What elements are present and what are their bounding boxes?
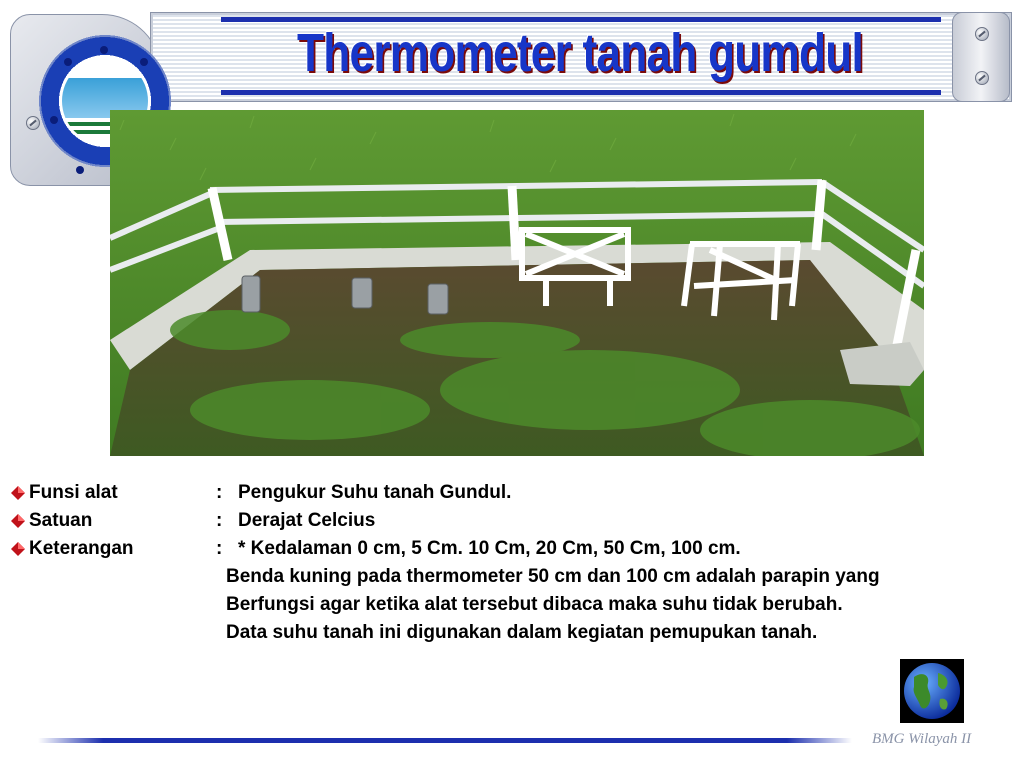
continuation-line xyxy=(6,622,1016,650)
list-item xyxy=(6,482,1016,510)
globe-illustration xyxy=(900,659,964,723)
screw-icon xyxy=(975,71,989,85)
header-right-cap xyxy=(952,12,1010,102)
soil-thermometer-photo xyxy=(110,110,924,456)
footer-line xyxy=(38,738,852,743)
continuation-text: Berfungsi agar ketika alat tersebut dibaca maka suhu tidak berubah. xyxy=(226,594,843,615)
logo-dot xyxy=(140,58,148,66)
item-colon: : xyxy=(216,482,223,503)
item-label: Funsi alat xyxy=(29,482,118,503)
footer-text: BMG Wilayah II xyxy=(872,731,972,747)
continuation-line xyxy=(6,566,1016,594)
item-value: * Kedalaman 0 cm, 5 Cm. 10 Cm, 20 Cm, 50 Cm, 100 cm. xyxy=(238,538,741,559)
logo-dot xyxy=(50,116,58,124)
photo-illustration xyxy=(110,110,924,456)
info-list xyxy=(6,482,1016,650)
continuation-line xyxy=(6,594,1016,622)
item-value: Pengukur Suhu tanah Gundul. xyxy=(238,482,512,503)
list-item xyxy=(6,538,1016,566)
item-colon: : xyxy=(216,538,223,559)
item-colon: : xyxy=(216,510,223,531)
item-label: Keterangan xyxy=(29,538,134,559)
item-value: Derajat Celcius xyxy=(238,510,376,531)
slide-title: Thermometer tanah gumdul xyxy=(297,23,863,83)
item-label: Satuan xyxy=(29,510,93,531)
list-item xyxy=(6,510,1016,538)
logo-dot xyxy=(100,46,108,54)
logo-dot xyxy=(64,58,72,66)
logo-dot xyxy=(76,166,84,174)
diamond-bullet-icon xyxy=(10,485,26,501)
screw-icon xyxy=(975,27,989,41)
continuation-text: Data suhu tanah ini digunakan dalam kegiatan pemupukan tanah. xyxy=(226,622,818,643)
diamond-bullet-icon xyxy=(10,541,26,557)
globe-icon xyxy=(900,659,964,723)
continuation-text: Benda kuning pada thermometer 50 cm dan 100 cm adalah parapin yang xyxy=(226,566,880,587)
diamond-bullet-icon xyxy=(10,513,26,529)
